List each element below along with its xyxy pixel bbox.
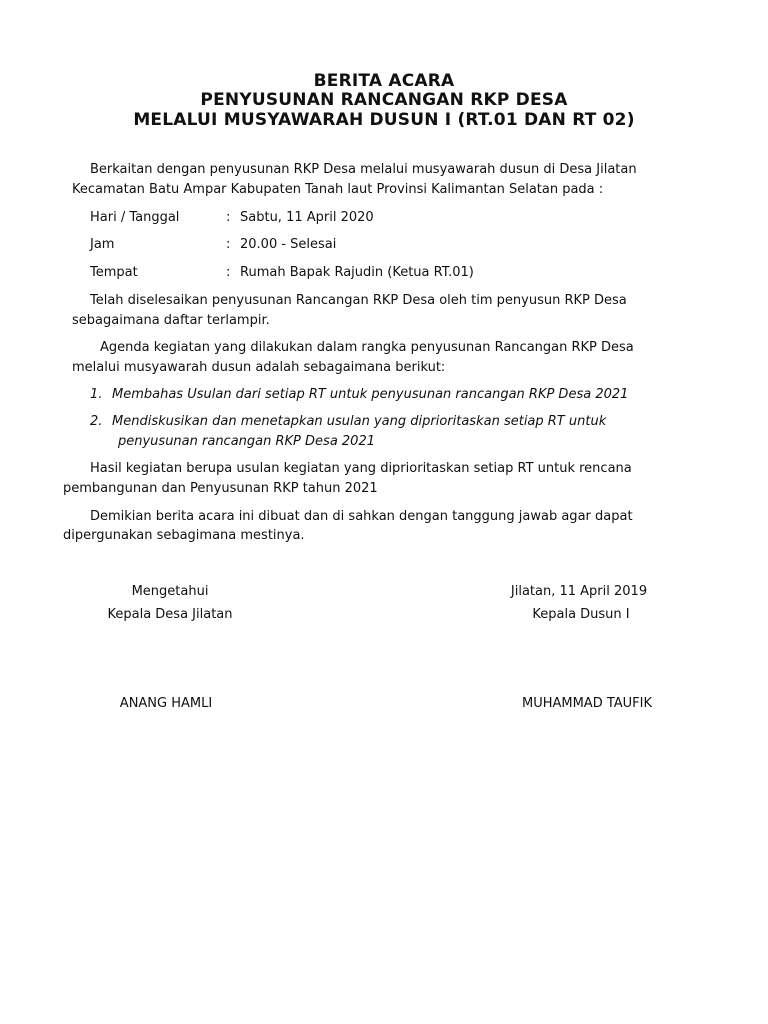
doc-title-line-1: BERITA ACARA (313, 71, 455, 91)
signature-left-caption: Mengetahui (131, 584, 209, 599)
detail-value-time: 20.00 - Selesai (240, 237, 337, 252)
detail-value-date: Sabtu, 11 April 2020 (240, 210, 374, 225)
agenda-number: 1. (90, 387, 103, 402)
detail-sep: : (226, 237, 231, 252)
intro-line-1: Berkaitan dengan penyusunan RKP Desa melalui musyawarah dusun di Desa Jilatan (90, 162, 637, 177)
signature-right-date: Jilatan, 11 April 2019 (510, 584, 648, 599)
detail-sep: : (226, 210, 231, 225)
agenda-item-2-line-1: Mendiskusikan dan menetapkan usulan yang diprioritaskan setiap RT untuk (112, 414, 607, 429)
para3-line-1: Agenda kegiatan yang dilakukan dalam rangka penyusunan Rancangan RKP Desa (100, 340, 634, 355)
agenda-item-1: Membahas Usulan dari setiap RT untuk penyusunan rancangan RKP Desa 2021 (112, 387, 629, 402)
agenda-number: 2. (90, 414, 103, 429)
para5-line-2: dipergunakan sebagimana mestinya. (63, 528, 305, 543)
signature-right-name: MUHAMMAD TAUFIK (521, 696, 653, 711)
intro-line-2: Kecamatan Batu Ampar Kabupaten Tanah laut Provinsi Kalimantan Selatan pada : (72, 182, 604, 197)
doc-title-line-3: MELALUI MUSYAWARAH DUSUN I (RT.01 DAN RT 02) (133, 110, 635, 130)
signature-right-title: Kepala Dusun I (532, 607, 630, 622)
detail-label-place: Tempat (90, 265, 138, 280)
para4-line-2: pembangunan dan Penyusunan RKP tahun 2021 (63, 481, 378, 496)
para2-line-2: sebagaimana daftar terlampir. (72, 313, 270, 328)
para4-line-1: Hasil kegiatan berupa usulan kegiatan yang diprioritaskan setiap RT untuk rencana (90, 461, 632, 476)
agenda-item-2-line-2: penyusunan rancangan RKP Desa 2021 (118, 434, 375, 449)
signature-left-name: ANANG HAMLI (119, 696, 213, 711)
detail-value-place: Rumah Bapak Rajudin (Ketua RT.01) (240, 265, 474, 280)
doc-title-line-2: PENYUSUNAN RANCANGAN RKP DESA (200, 90, 568, 110)
detail-label-date: Hari / Tanggal (90, 210, 180, 225)
para5-line-1: Demikian berita acara ini dibuat dan di sahkan dengan tanggung jawab agar dapat (90, 509, 633, 524)
detail-label-time: Jam (90, 237, 115, 252)
para3-line-2: melalui musyawarah dusun adalah sebagaimana berikut: (72, 360, 446, 375)
detail-sep: : (226, 265, 231, 280)
para2-line-1: Telah diselesaikan penyusunan Rancangan RKP Desa oleh tim penyusun RKP Desa (90, 293, 627, 308)
signature-left-title: Kepala Desa Jilatan (107, 607, 233, 622)
